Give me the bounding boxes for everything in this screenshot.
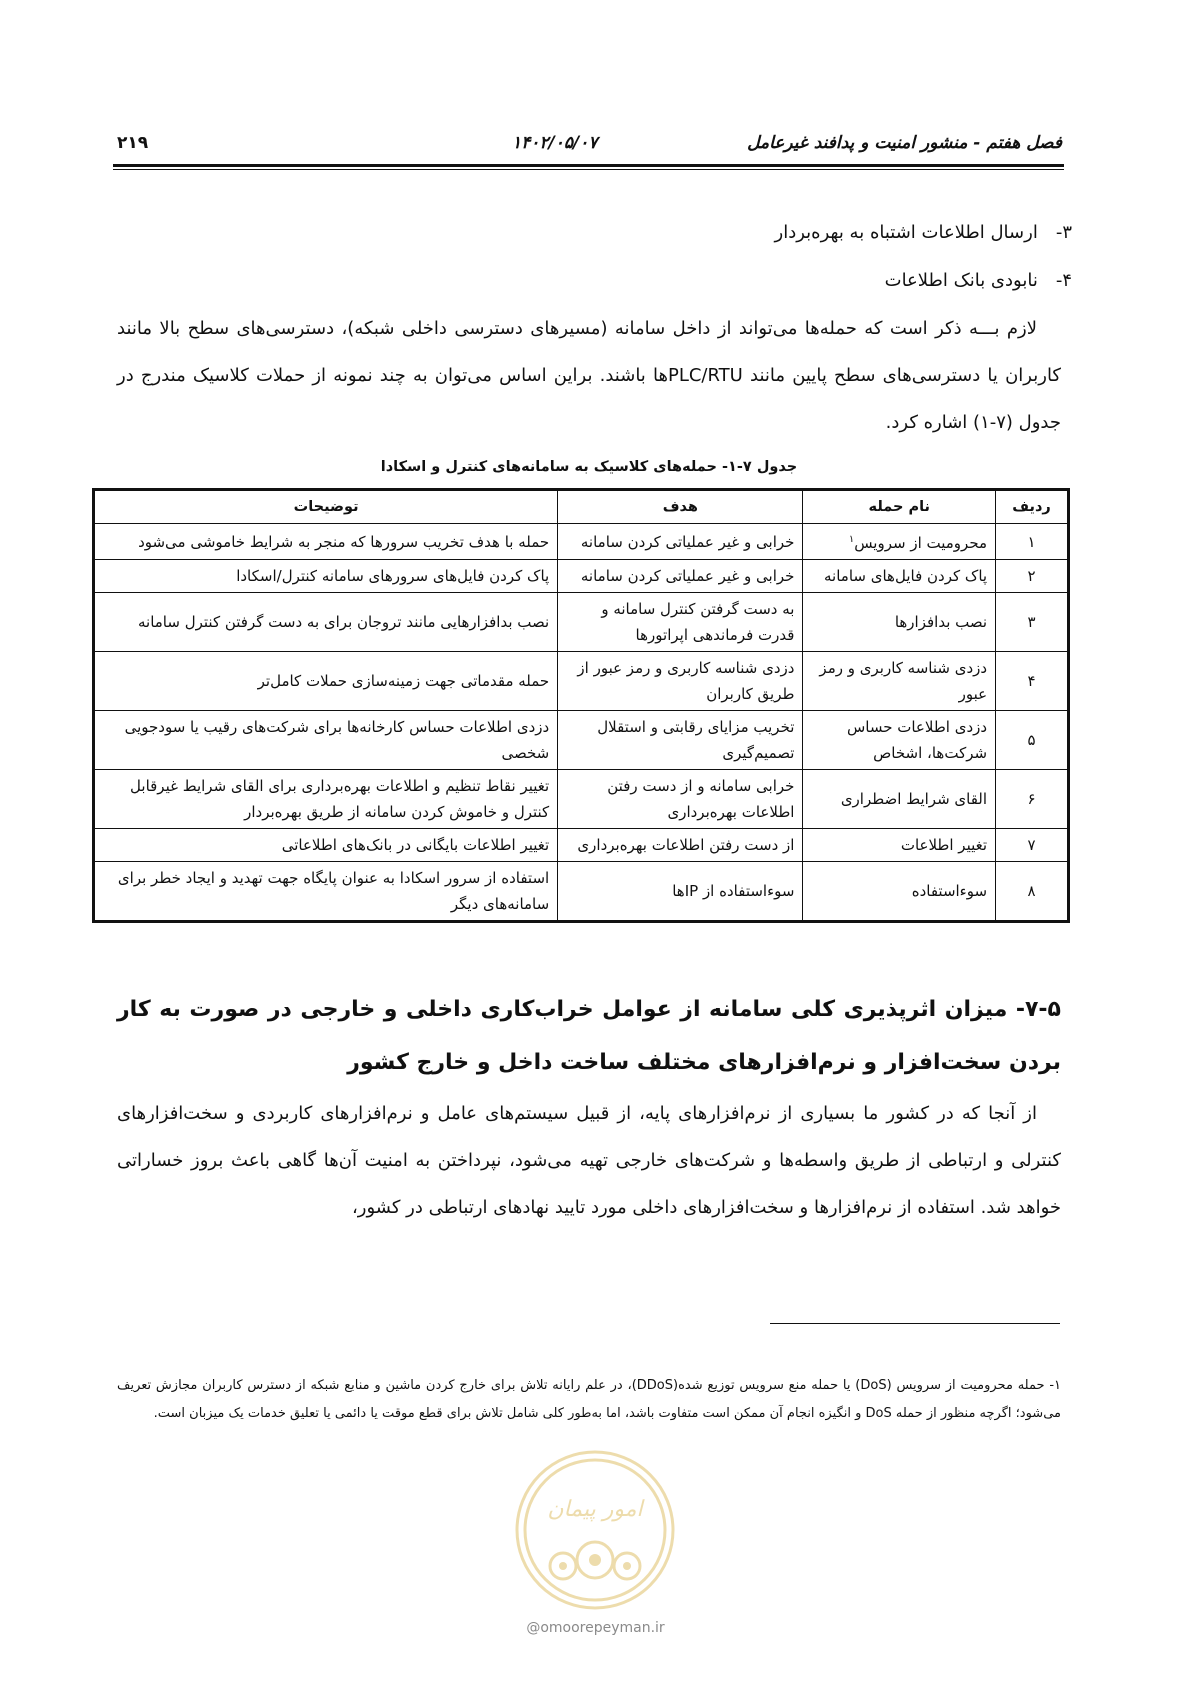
list-item-text: ارسال اطلاعات اشتباه به بهره‌بردار xyxy=(774,222,1038,243)
cell-row-number: ۷ xyxy=(996,829,1069,862)
table-row xyxy=(94,711,1069,770)
table-row xyxy=(94,593,1069,652)
cell-description: دزدی اطلاعات حساس کارخانه‌ها برای شرکت‌های رقیب یا سودجویی شخصی xyxy=(94,711,558,770)
watermark-logo xyxy=(513,1448,677,1612)
page-number: ۲۱۹ xyxy=(117,133,149,153)
page-header xyxy=(117,129,1062,163)
cell-description: پاک کردن فایل‌های سرورهای سامانه کنترل/اسکادا xyxy=(94,560,558,593)
table-row xyxy=(94,862,1069,922)
watermark-logo-text: امور پیمان xyxy=(547,1497,643,1522)
cell-goal: از دست رفتن اطلاعات بهره‌برداری xyxy=(558,829,803,862)
cell-attack-name: دزدی شناسه کاربری و رمز عبور xyxy=(803,652,996,711)
table-row xyxy=(94,829,1069,862)
header-date: ۱۴۰۲/۰۵/۰۷ xyxy=(512,133,598,153)
table-row xyxy=(94,524,1069,560)
body-paragraph xyxy=(117,305,1061,446)
list-item xyxy=(775,222,1072,243)
footnote-rule xyxy=(770,1323,1060,1324)
header-row-number: ردیف xyxy=(996,490,1069,524)
cell-goal: خرابی و غیر عملیاتی کردن سامانه xyxy=(558,560,803,593)
paragraph-text: از آنجا که در کشور ما بسیاری از نرم‌افزارهای پایه، از قبیل سیستم‌های عامل و نرم‌افزارهای کاربردی و سخت‌افزارهای کنترلی و ارتباطی از طریق واسطه‌ها و شرکت‌های خارجی تهیه می‌شود، نپرداختن به امنیت آن‌ها گاهی باعث بروز خساراتی خواهد شد. استفاده از نرم‌افزارها و سخت‌افزارهای داخلی مورد تایید نهادهای ارتباطی در کشور، xyxy=(117,1103,1061,1218)
table-row xyxy=(94,560,1069,593)
cell-attack-name: القای شرایط اضطراری xyxy=(803,770,996,829)
attacks-table xyxy=(92,488,1070,923)
cell-description: حمله مقدماتی جهت زمینه‌سازی حملات کامل‌تر xyxy=(94,652,558,711)
cell-goal: خرابی سامانه و از دست رفتن اطلاعات بهره‌برداری xyxy=(558,770,803,829)
cell-row-number: ۲ xyxy=(996,560,1069,593)
cell-attack-name: نصب بدافزارها xyxy=(803,593,996,652)
cell-attack-name: دزدی اطلاعات حساس شرکت‌ها، اشخاص xyxy=(803,711,996,770)
table-caption: جدول ۷-۱- حمله‌های کلاسیک به سامانه‌های کنترل و اسکادا xyxy=(380,459,798,475)
cell-description: حمله با هدف تخریب سرورها که منجر به شرایط خاموشی می‌شود xyxy=(94,524,558,560)
section-heading: ۷-۵- میزان اثرپذیری کلی سامانه از عوامل خراب‌کاری داخلی و خارجی در صورت به کار بردن سخت‌افزار و نرم‌افزارهای مختلف ساخت داخل و خارج کشور xyxy=(117,997,1061,1075)
list-item xyxy=(885,270,1072,291)
cell-description: تغییر اطلاعات بایگانی در بانک‌های اطلاعاتی xyxy=(94,829,558,862)
header-goal: هدف xyxy=(558,490,803,524)
cell-row-number: ۱ xyxy=(996,524,1069,560)
cell-description: نصب بدافزارهایی مانند تروجان برای به دست گرفتن کنترل سامانه xyxy=(94,593,558,652)
cell-attack-name: سوءاستفاده xyxy=(803,862,996,922)
header-rule-thick xyxy=(113,164,1064,167)
header-description: توضیحات xyxy=(94,490,558,524)
cell-goal: به دست گرفتن کنترل سامانه و قدرت فرماندهی اپراتورها xyxy=(558,593,803,652)
cell-row-number: ۴ xyxy=(996,652,1069,711)
cell-goal: دزدی شناسه کاربری و رمز عبور از طریق کاربران xyxy=(558,652,803,711)
watermark-site: @omoorepeyman.ir xyxy=(526,1620,665,1636)
list-item-text: نابودی بانک اطلاعات xyxy=(884,270,1038,291)
table-header-row xyxy=(94,490,1069,524)
cell-goal: خرابی و غیر عملیاتی کردن سامانه xyxy=(558,524,803,560)
cell-goal: تخریب مزایای رقابتی و استقلال تصمیم‌گیری xyxy=(558,711,803,770)
list-item-number: ۳- xyxy=(1055,222,1072,243)
cell-row-number: ۸ xyxy=(996,862,1069,922)
cell-attack-name: پاک کردن فایل‌های سامانه xyxy=(803,560,996,593)
cell-goal: سوءاستفاده از IPها xyxy=(558,862,803,922)
table-row xyxy=(94,652,1069,711)
header-rule-thin xyxy=(113,169,1064,170)
table-row xyxy=(94,770,1069,829)
cell-row-number: ۵ xyxy=(996,711,1069,770)
chapter-title: فصل هفتم - منشور امنیت و پدافند غیرعامل xyxy=(747,133,1062,153)
cell-row-number: ۶ xyxy=(996,770,1069,829)
cell-attack-name: تغییر اطلاعات xyxy=(803,829,996,862)
list-item-number: ۴- xyxy=(1055,270,1072,291)
paragraph-text: لازم بـــه ذکر است که حمله‌ها می‌تواند از داخل سامانه (مسیرهای دسترسی داخلی شبکه)، دسترسی‌های سطح بالا مانند کاربران یا دسترسی‌های سطح پایین مانند PLC/RTUها باشند. براین اساس می‌توان به چند نمونه از حملات کلاسیک مندرج در جدول (۷-۱) اشاره کرد. xyxy=(117,318,1061,433)
footnote-mark: ۱ xyxy=(848,534,855,545)
cell-description: استفاده از سرور اسکادا به عنوان پایگاه جهت تهدید و ایجاد خطر برای سامانه‌های دیگر xyxy=(94,862,558,922)
body-paragraph xyxy=(117,1090,1061,1231)
cell-attack-name: محرومیت از سرویس$^۱$ xyxy=(803,524,996,560)
header-attack-name: نام حمله xyxy=(803,490,996,524)
cell-row-number: ۳ xyxy=(996,593,1069,652)
cell-description: تغییر نقاط تنظیم و اطلاعات بهره‌برداری برای القای شرایط غیرقابل کنترل و خاموش کردن سامانه از طریق بهره‌بردار xyxy=(94,770,558,829)
footnote: ۱- حمله محرومیت از سرویس (DoS) یا حمله منع سرویس توزیع شده(DDoS)، در علم رایانه تلاش برای خارج کردن ماشین و منابع شبکه از دسترس کاربران مجازش تعریف می‌شود؛ اگرچه منظور از حمله DoS و انگیزه انجام آن ممکن است متفاوت باشد، اما به‌طور کلی شامل تلاش برای قطع موقت یا دائمی یا تعلیق خدمات یک میزبان است. xyxy=(117,1378,1062,1421)
